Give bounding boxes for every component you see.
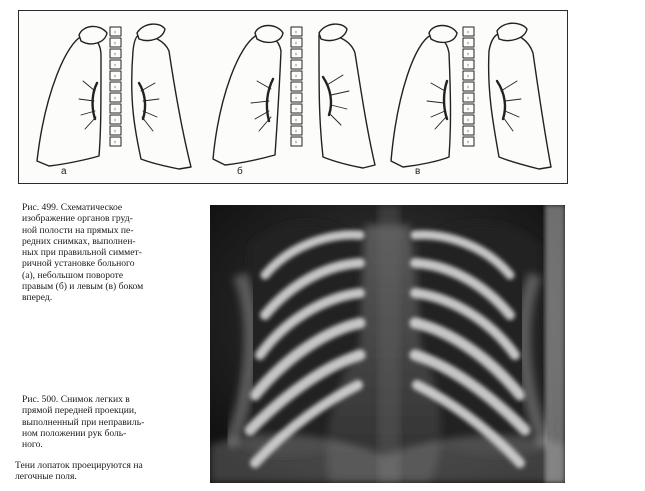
panel-label-a: а — [61, 166, 67, 177]
figure-500-caption: Рис. 500. Снимок легких в прямой передней проекции, выполненный при неправиль- ном положении рук боль- ного. — [22, 394, 145, 451]
diagram-panel — [18, 10, 568, 184]
chest-diagram-c — [391, 23, 551, 169]
figure-500-note: Тени лопаток проецируются на легочные поля. — [15, 460, 143, 483]
chest-xray-image — [210, 205, 565, 483]
panel-label-c: в — [415, 166, 421, 177]
chest-diagram-b — [213, 24, 375, 168]
panel-label-b: б — [237, 166, 243, 177]
figure-499-caption: Рис. 499. Схематическое изображение органов груд- ной полости на прямых пе- редних снимках, выполнен- ных при правильной симмет- ричной установке больного (а), небольшом повороте правым (б) и левым (в) боком вперед. — [22, 202, 144, 304]
chest-diagram-a — [37, 24, 191, 169]
